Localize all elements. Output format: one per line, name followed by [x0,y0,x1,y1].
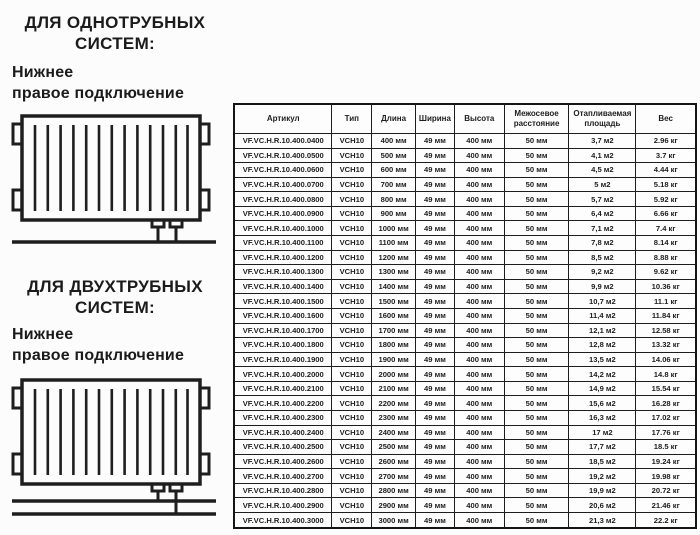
table-cell: 50 мм [504,294,569,309]
column-header: Высота [454,104,504,134]
table-cell: VF.VC.H.R.10.400.2000 [234,367,332,382]
table-cell: 49 мм [416,396,455,411]
table-cell: 1600 мм [372,308,416,323]
table-cell: 49 мм [416,134,455,149]
table-cell: 400 мм [454,323,504,338]
table-cell: 2000 мм [372,367,416,382]
section-title-line2: СИСТЕМ: [75,298,155,317]
column-header: Межосевое расстояние [504,104,569,134]
table-cell: 49 мм [416,308,455,323]
table-cell: 400 мм [454,265,504,280]
table-cell: 2200 мм [372,396,416,411]
table-cell: 7,1 м2 [569,221,636,236]
table-cell: VF.VC.H.R.10.400.0800 [234,192,332,207]
table-cell: 2500 мм [372,440,416,455]
spec-table [233,103,697,529]
spec-table-body [234,134,696,529]
table-row [234,148,696,163]
table-cell: VF.VC.H.R.10.400.2200 [234,396,332,411]
table-row [234,192,696,207]
table-cell: 49 мм [416,221,455,236]
table-cell: VF.VC.H.R.10.400.1800 [234,338,332,353]
table-cell: VCH10 [332,323,372,338]
table-row [234,221,696,236]
table-cell: VCH10 [332,163,372,178]
table-cell: 500 мм [372,148,416,163]
table-cell: VF.VC.H.R.10.400.1200 [234,250,332,265]
table-cell: VCH10 [332,236,372,251]
section-title-line2: СИСТЕМ: [75,34,155,53]
table-cell: 17.02 кг [636,410,696,425]
section-title-two-pipe [10,276,220,318]
table-cell: 11.84 кг [636,308,696,323]
table-cell: 49 мм [416,279,455,294]
table-cell: 49 мм [416,294,455,309]
table-cell: 10,7 м2 [569,294,636,309]
left-panel [0,0,232,535]
header-row [234,104,696,134]
table-cell: VF.VC.H.R.10.400.2900 [234,498,332,513]
table-cell: 50 мм [504,250,569,265]
table-cell: 17 м2 [569,425,636,440]
table-cell: 19.98 кг [636,469,696,484]
table-cell: 49 мм [416,338,455,353]
table-cell: 400 мм [454,469,504,484]
table-cell: 50 мм [504,134,569,149]
table-cell: 900 мм [372,206,416,221]
table-row [234,498,696,513]
section-subtitle-two-pipe [12,324,227,366]
table-cell: 50 мм [504,206,569,221]
table-cell: VCH10 [332,308,372,323]
column-header: Артикул [234,104,332,134]
column-header: Тип [332,104,372,134]
table-cell: 5 м2 [569,177,636,192]
table-cell: VF.VC.H.R.10.400.1500 [234,294,332,309]
table-cell: VF.VC.H.R.10.400.2800 [234,483,332,498]
table-cell: 17.76 кг [636,425,696,440]
table-cell: 1300 мм [372,265,416,280]
table-cell: 9,9 м2 [569,279,636,294]
table-cell: 49 мм [416,236,455,251]
table-cell: 18,5 м2 [569,454,636,469]
table-cell: 50 мм [504,265,569,280]
table-cell: 16.28 кг [636,396,696,411]
table-cell: 50 мм [504,425,569,440]
table-cell: 400 мм [454,192,504,207]
table-cell: 4,5 м2 [569,163,636,178]
table-cell: 19,2 м2 [569,469,636,484]
table-cell: VCH10 [332,294,372,309]
table-cell: 50 мм [504,454,569,469]
subtitle-line1: Нижнее [12,64,74,81]
table-cell: 400 мм [454,163,504,178]
table-cell: 19,9 м2 [569,483,636,498]
table-cell: VCH10 [332,454,372,469]
table-cell: 50 мм [504,148,569,163]
table-cell: 50 мм [504,323,569,338]
table-cell: 16,3 м2 [569,410,636,425]
table-cell: 400 мм [454,177,504,192]
table-cell: VCH10 [332,513,372,528]
table-cell: VF.VC.H.R.10.400.1100 [234,236,332,251]
section-title-line1: ДЛЯ ОДНОТРУБНЫХ [24,13,206,32]
table-cell: 400 мм [454,352,504,367]
table-cell: 10.36 кг [636,279,696,294]
table-cell: 1800 мм [372,338,416,353]
table-row [234,440,696,455]
table-cell: 7.4 кг [636,221,696,236]
table-cell: VF.VC.H.R.10.400.1600 [234,308,332,323]
table-row [234,513,696,528]
table-cell: 49 мм [416,206,455,221]
table-cell: 14,2 м2 [569,367,636,382]
table-cell: VF.VC.H.R.10.400.3000 [234,513,332,528]
table-cell: VF.VC.H.R.10.400.0500 [234,148,332,163]
table-cell: 8.88 кг [636,250,696,265]
table-cell: 4.44 кг [636,163,696,178]
table-cell: 49 мм [416,323,455,338]
table-cell: 7,8 м2 [569,236,636,251]
table-cell: VCH10 [332,134,372,149]
table-row [234,294,696,309]
table-cell: 11.1 кг [636,294,696,309]
table-cell: 400 мм [454,221,504,236]
table-cell: VF.VC.H.R.10.400.2600 [234,454,332,469]
table-row [234,483,696,498]
table-row [234,338,696,353]
table-cell: 400 мм [454,338,504,353]
table-cell: 50 мм [504,367,569,382]
table-cell: 13.32 кг [636,338,696,353]
table-row [234,425,696,440]
subtitle-line1: Нижнее [12,326,74,343]
table-cell: 600 мм [372,163,416,178]
table-cell: VF.VC.H.R.10.400.1000 [234,221,332,236]
table-row [234,250,696,265]
table-cell: VF.VC.H.R.10.400.2400 [234,425,332,440]
table-cell: 21,3 м2 [569,513,636,528]
table-cell: VCH10 [332,177,372,192]
table-cell: 50 мм [504,236,569,251]
table-cell: 2800 мм [372,483,416,498]
table-cell: 1900 мм [372,352,416,367]
table-cell: 50 мм [504,163,569,178]
table-cell: 49 мм [416,381,455,396]
column-header: Ширина [416,104,455,134]
table-row [234,367,696,382]
table-cell: 3,7 м2 [569,134,636,149]
table-cell: 400 мм [454,308,504,323]
table-cell: 50 мм [504,308,569,323]
table-cell: 400 мм [454,134,504,149]
table-cell: 50 мм [504,221,569,236]
table-cell: 50 мм [504,338,569,353]
table-cell: 50 мм [504,177,569,192]
table-cell: 2700 мм [372,469,416,484]
table-cell: 3000 мм [372,513,416,528]
table-cell: 400 мм [454,250,504,265]
subtitle-line2: правое подключение [12,347,185,364]
table-cell: 5.92 кг [636,192,696,207]
table-cell: VF.VC.H.R.10.400.1900 [234,352,332,367]
table-cell: 1000 мм [372,221,416,236]
table-cell: 49 мм [416,410,455,425]
table-cell: 49 мм [416,367,455,382]
table-cell: 49 мм [416,352,455,367]
table-cell: VCH10 [332,250,372,265]
table-cell: 5.18 кг [636,177,696,192]
table-cell: 2100 мм [372,381,416,396]
table-cell: VCH10 [332,425,372,440]
table-cell: VCH10 [332,483,372,498]
table-cell: VF.VC.H.R.10.400.2100 [234,381,332,396]
table-cell: 6,4 м2 [569,206,636,221]
table-cell: 50 мм [504,469,569,484]
table-cell: 1400 мм [372,279,416,294]
table-cell: 22.2 кг [636,513,696,528]
spec-table-head [234,104,696,134]
table-cell: VF.VC.H.R.10.400.0600 [234,163,332,178]
radiator-two-pipe-drawing [6,374,222,524]
column-header: Отапливаемая площадь [569,104,636,134]
section-subtitle-single-pipe [12,62,227,104]
table-cell: 18.5 кг [636,440,696,455]
table-cell: VF.VC.H.R.10.400.2700 [234,469,332,484]
table-cell: 1500 мм [372,294,416,309]
table-cell: 6.66 кг [636,206,696,221]
table-cell: 400 мм [454,425,504,440]
table-cell: 12.58 кг [636,323,696,338]
table-cell: 12,8 м2 [569,338,636,353]
table-cell: 2300 мм [372,410,416,425]
table-cell: VCH10 [332,148,372,163]
table-cell: 400 мм [454,236,504,251]
table-cell: 50 мм [504,440,569,455]
table-cell: 49 мм [416,498,455,513]
spec-table-wrap [233,103,697,529]
table-row [234,469,696,484]
table-cell: 49 мм [416,440,455,455]
table-cell: 49 мм [416,265,455,280]
table-cell: 700 мм [372,177,416,192]
table-cell: 15.54 кг [636,381,696,396]
table-cell: 2400 мм [372,425,416,440]
subtitle-line2: правое подключение [12,85,185,102]
table-cell: 9.62 кг [636,265,696,280]
table-cell: 20,6 м2 [569,498,636,513]
table-cell: VF.VC.H.R.10.400.0700 [234,177,332,192]
table-cell: 400 мм [454,440,504,455]
table-cell: 5,7 м2 [569,192,636,207]
table-cell: VCH10 [332,367,372,382]
table-cell: 1700 мм [372,323,416,338]
table-cell: 400 мм [454,294,504,309]
table-cell: 50 мм [504,396,569,411]
table-cell: 50 мм [504,192,569,207]
table-cell: 49 мм [416,483,455,498]
table-cell: VCH10 [332,469,372,484]
table-cell: 14,9 м2 [569,381,636,396]
table-cell: VCH10 [332,192,372,207]
table-row [234,323,696,338]
table-row [234,410,696,425]
table-cell: 400 мм [372,134,416,149]
table-cell: 8.14 кг [636,236,696,251]
table-cell: VCH10 [332,279,372,294]
table-cell: 21.46 кг [636,498,696,513]
table-cell: 400 мм [454,381,504,396]
table-cell: 49 мм [416,177,455,192]
table-cell: 20.72 кг [636,483,696,498]
column-header: Длина [372,104,416,134]
table-cell: 14.8 кг [636,367,696,382]
table-cell: VF.VC.H.R.10.400.0400 [234,134,332,149]
table-row [234,308,696,323]
table-row [234,236,696,251]
table-cell: 49 мм [416,163,455,178]
table-cell: 50 мм [504,352,569,367]
table-cell: VCH10 [332,381,372,396]
table-row [234,177,696,192]
table-cell: 400 мм [454,206,504,221]
table-cell: 15,6 м2 [569,396,636,411]
table-cell: 50 мм [504,513,569,528]
table-row [234,396,696,411]
table-cell: 400 мм [454,148,504,163]
table-cell: 400 мм [454,513,504,528]
table-cell: 49 мм [416,250,455,265]
table-cell: VCH10 [332,396,372,411]
table-cell: VCH10 [332,352,372,367]
table-cell: 9,2 м2 [569,265,636,280]
table-cell: 400 мм [454,279,504,294]
section-title-line1: ДЛЯ ДВУХТРУБНЫХ [27,277,203,296]
table-cell: 14.06 кг [636,352,696,367]
table-cell: VCH10 [332,498,372,513]
table-cell: 19.24 кг [636,454,696,469]
table-cell: 49 мм [416,513,455,528]
table-cell: 400 мм [454,396,504,411]
table-cell: 49 мм [416,425,455,440]
table-cell: 1100 мм [372,236,416,251]
radiator-diagram-single-pipe [6,110,222,258]
table-cell: VF.VC.H.R.10.400.1700 [234,323,332,338]
table-row [234,206,696,221]
table-cell: VF.VC.H.R.10.400.0900 [234,206,332,221]
table-cell: 1200 мм [372,250,416,265]
table-cell: 3.7 кг [636,148,696,163]
section-title-single-pipe [10,12,220,54]
table-cell: 50 мм [504,498,569,513]
table-cell: 400 мм [454,454,504,469]
table-cell: 2600 мм [372,454,416,469]
table-cell: 2.96 кг [636,134,696,149]
table-cell: 49 мм [416,469,455,484]
table-cell: 800 мм [372,192,416,207]
table-cell: 400 мм [454,498,504,513]
table-cell: VCH10 [332,221,372,236]
table-cell: VF.VC.H.R.10.400.2300 [234,410,332,425]
table-cell: 8,5 м2 [569,250,636,265]
table-cell: VCH10 [332,440,372,455]
table-row [234,381,696,396]
table-cell: 12,1 м2 [569,323,636,338]
table-cell: 49 мм [416,148,455,163]
table-cell: 2900 мм [372,498,416,513]
table-cell: 400 мм [454,483,504,498]
table-cell: 400 мм [454,410,504,425]
table-cell: 49 мм [416,454,455,469]
table-cell: VF.VC.H.R.10.400.2500 [234,440,332,455]
table-row [234,265,696,280]
table-row [234,163,696,178]
table-cell: VF.VC.H.R.10.400.1300 [234,265,332,280]
table-cell: 50 мм [504,483,569,498]
table-row [234,454,696,469]
table-row [234,279,696,294]
table-cell: 11,4 м2 [569,308,636,323]
table-cell: 4,1 м2 [569,148,636,163]
table-cell: 50 мм [504,410,569,425]
table-cell: VCH10 [332,206,372,221]
table-cell: VCH10 [332,338,372,353]
table-row [234,134,696,149]
table-cell: 17,7 м2 [569,440,636,455]
table-cell: 400 мм [454,367,504,382]
table-cell: 50 мм [504,279,569,294]
table-cell: VCH10 [332,265,372,280]
table-cell: VF.VC.H.R.10.400.1400 [234,279,332,294]
table-cell: VCH10 [332,410,372,425]
table-cell: 49 мм [416,192,455,207]
table-cell: 13,5 м2 [569,352,636,367]
table-row [234,352,696,367]
radiator-single-pipe-drawing [6,110,222,258]
table-cell: 50 мм [504,381,569,396]
column-header: Вес [636,104,696,134]
radiator-diagram-two-pipe [6,374,222,524]
